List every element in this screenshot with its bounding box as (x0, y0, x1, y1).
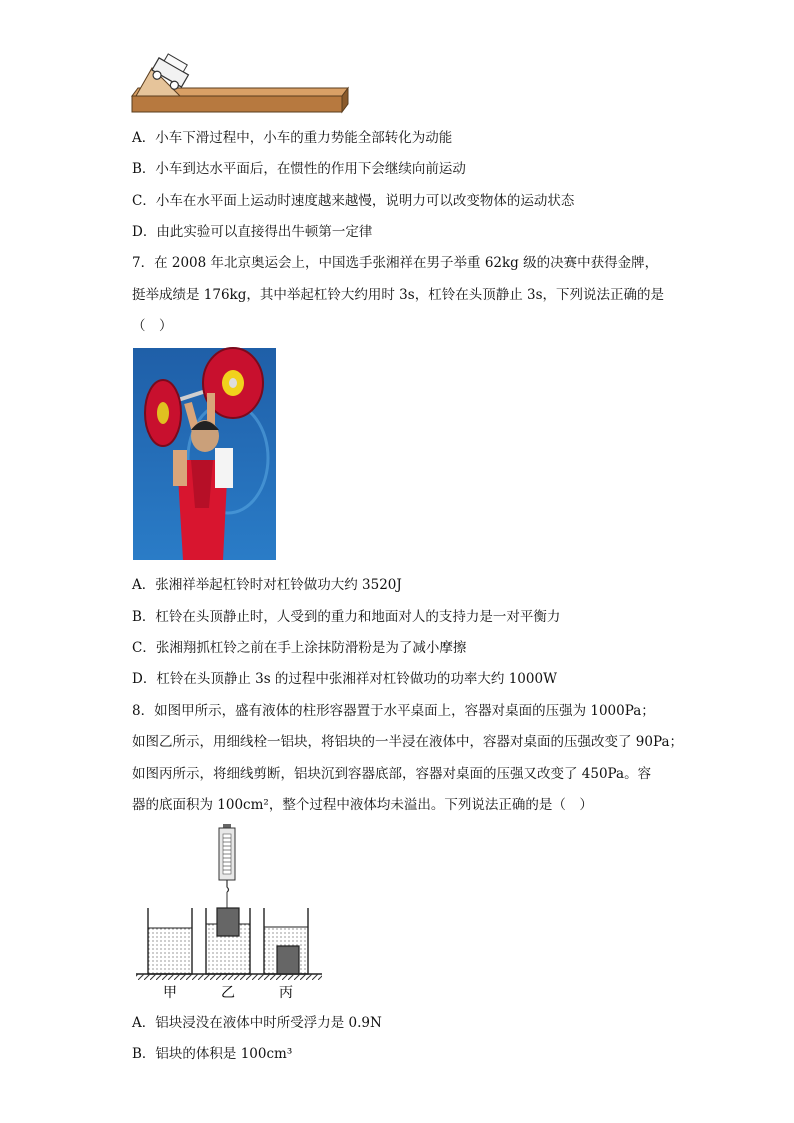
q8-option-a: A．铝块浸没在液体中时所受浮力是 0.9N (132, 1015, 382, 1031)
label-jia: 甲 (163, 985, 177, 1001)
ramp-cart-figure (130, 62, 360, 132)
q7-option-b: B．杠铃在头顶静止时，人受到的重力和地面对人的支持力是一对平衡力 (132, 609, 561, 625)
q6-option-b: B．小车到达水平面后，在惯性的作用下会继续向前运动 (132, 161, 466, 177)
containers-figure (132, 824, 332, 1004)
q8-stem-line-3: 如图丙所示，将细线剪断，铝块沉到容器底部，容器对桌面的压强又改变了 450Pa。容 (132, 766, 652, 782)
q7-stem-line-3: （ ） (132, 318, 173, 334)
q8-stem-line-1: 8．如图甲所示，盛有液体的柱形容器置于水平桌面上，容器对桌面的压强为 1000Pa； (132, 703, 655, 719)
q6-option-d: D．由此实验可以直接得出牛顿第一定律 (132, 224, 373, 240)
weightlifter-photo (133, 348, 276, 560)
q7-stem-line-2: 挺举成绩是 176kg，其中举起杠铃大约用时 3s，杠铃在头顶静止 3s，下列说法正确的是 (132, 287, 664, 303)
label-yi: 乙 (221, 985, 235, 1001)
q7-stem-line-1: 7．在 2008 年北京奥运会上，中国选手张湘祥在男子举重 62kg 级的决赛中获得金牌， (132, 255, 659, 271)
q7-option-c: C．张湘翔抓杠铃之前在手上涂抹防滑粉是为了减小摩擦 (132, 640, 467, 656)
label-bing: 丙 (279, 985, 293, 1001)
q7-option-a: A．张湘祥举起杠铃时对杠铃做功大约 3520J (132, 577, 402, 593)
q8-option-b: B．铝块的体积是 100cm³ (132, 1046, 293, 1062)
q7-option-d: D．杠铃在头顶静止 3s 的过程中张湘祥对杠铃做功的功率大约 1000W (132, 671, 557, 687)
q8-stem-line-2: 如图乙所示，用细线栓一铝块，将铝块的一半浸在液体中，容器对桌面的压强改变了 90Pa； (132, 734, 683, 750)
q8-stem-line-4: 器的底面积为 100cm²，整个过程中液体均未溢出。下列说法正确的是（ ） (132, 797, 593, 813)
q6-option-a: A．小车下滑过程中，小车的重力势能全部转化为动能 (132, 130, 453, 146)
q6-option-c: C．小车在水平面上运动时速度越来越慢，说明力可以改变物体的运动状态 (132, 193, 575, 209)
